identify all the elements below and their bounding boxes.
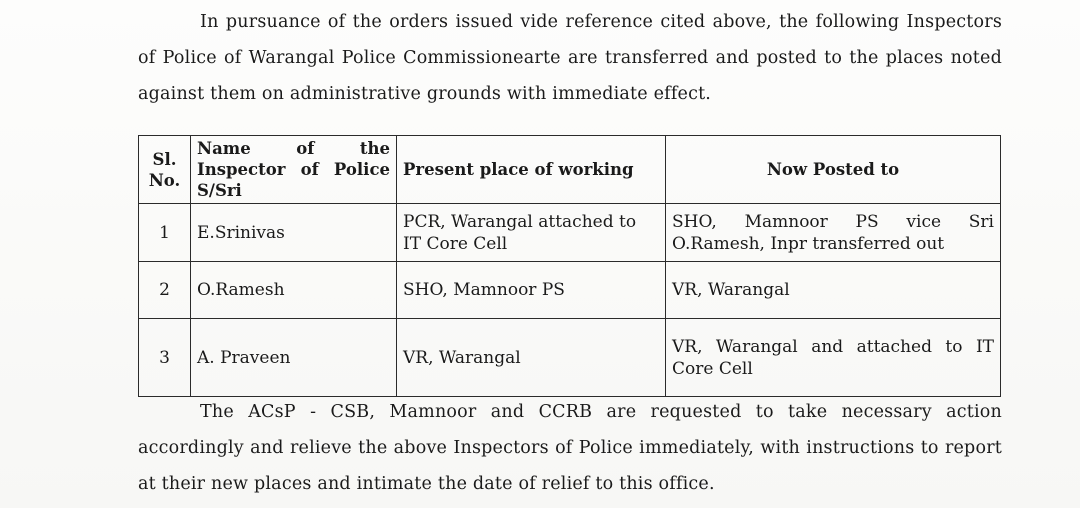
closing-paragraph	[138, 394, 1002, 502]
header-name: Name of the Inspector of Police S/Sri	[191, 136, 397, 204]
cell-present-place: SHO, Mamnoor PS	[397, 262, 666, 319]
transfer-table	[138, 135, 1001, 397]
cell-present-place: PCR, Warangal attached to IT Core Cell	[397, 204, 666, 262]
header-now-posted: Now Posted to	[666, 136, 1001, 204]
header-present-place: Present place of working	[397, 136, 666, 204]
cell-now-posted: VR, Warangal	[666, 262, 1001, 319]
intro-paragraph-text: In pursuance of the orders issued vide reference cited above, the following Inspectors of Police of Warangal Police Commissionearte are transferred and posted to the places noted against them on administrative grounds with immediate effect.	[138, 12, 1002, 104]
cell-sl-no: 3	[139, 319, 191, 397]
intro-paragraph	[138, 4, 1002, 112]
closing-paragraph-text: The ACsP - CSB, Mamnoor and CCRB are requested to take necessary action accordingly and relieve the above Inspectors of Police immediately, with instructions to report at their new places and intimate the date of relief to this office.	[138, 402, 1002, 494]
cell-now-posted: SHO, Mamnoor PS vice Sri O.Ramesh, Inpr transferred out	[666, 204, 1001, 262]
cell-sl-no: 1	[139, 204, 191, 262]
cell-now-posted: VR, Warangal and attached to IT Core Cell	[666, 319, 1001, 397]
header-sl-no: Sl. No.	[139, 136, 191, 204]
cell-present-place: VR, Warangal	[397, 319, 666, 397]
cell-name: O.Ramesh	[191, 262, 397, 319]
table-row	[139, 262, 1001, 319]
cell-sl-no: 2	[139, 262, 191, 319]
table-row	[139, 204, 1001, 262]
table-header-row	[139, 136, 1001, 204]
table-row	[139, 319, 1001, 397]
cell-name: E.Srinivas	[191, 204, 397, 262]
cell-name: A. Praveen	[191, 319, 397, 397]
